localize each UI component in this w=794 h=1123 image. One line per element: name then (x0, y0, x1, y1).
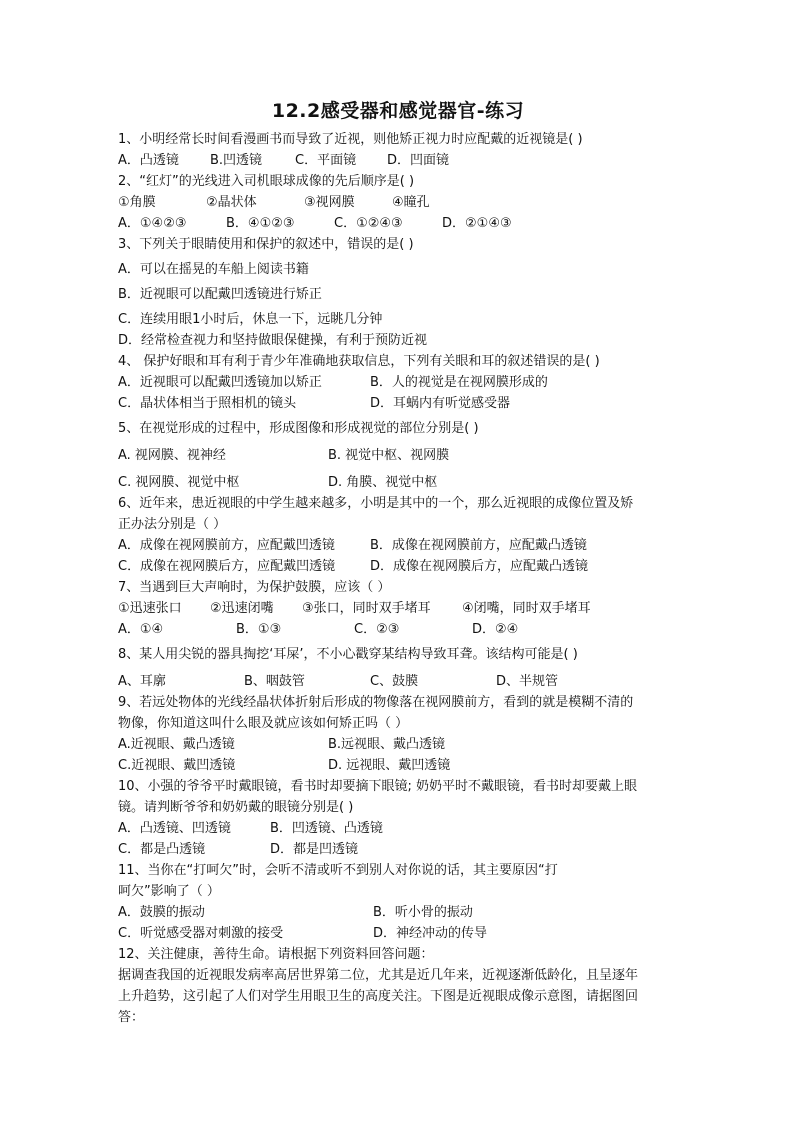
question-5-options-row-2 (118, 472, 678, 493)
option-a: A. 视网膜、视神经 (118, 448, 226, 463)
option-a: A．①④ (118, 622, 164, 637)
question-9-options-row-2 (118, 755, 678, 776)
item-3: ③视网膜 (304, 195, 355, 210)
question-11-options-row-2 (118, 923, 678, 944)
question-10-stem-line-1: 10、小强的爷爷平时戴眼镜，看书时却要摘下眼镜; 奶奶平时不戴眼镜，看书时却要戴上眼 (118, 779, 638, 794)
question-7-stem: 7、当遇到巨大声响时，为保护鼓膜，应该（ ） (118, 580, 391, 595)
question-2-items (118, 192, 678, 213)
option-c: C．①②④③ (334, 216, 403, 231)
question-6-stem-line-2: 正办法分别是（ ） (118, 517, 227, 532)
option-a: A、耳廓 (118, 674, 166, 689)
option-b: B．人的视觉是在视网膜形成的 (370, 375, 548, 390)
question-5-options-row-1 (118, 445, 678, 466)
page-title: 12.2感受器和感觉器官-练习 (271, 100, 525, 122)
worksheet-page (118, 96, 678, 1028)
question-7-items (118, 598, 678, 619)
option-b: B．近视眼可以配戴凹透镜进行矫正 (118, 287, 322, 302)
question-10-options-row-2 (118, 839, 678, 860)
option-a: A．鼓膜的振动 (118, 905, 205, 920)
item-4: ④闭嘴，同时双手堵耳 (462, 601, 591, 616)
option-c: C．听觉感受器对刺激的接受 (118, 926, 284, 941)
option-a: A．可以在摇晃的车船上阅读书籍 (118, 262, 309, 277)
item-3: ③张口，同时双手堵耳 (302, 601, 431, 616)
question-2-options (118, 213, 678, 234)
option-b: B．成像在视网膜前方，应配戴凸透镜 (370, 538, 587, 553)
question-4-options-row-2 (118, 393, 678, 414)
option-a: A．①④②③ (118, 216, 187, 231)
option-a: A．凸透镜、凹透镜 (118, 821, 231, 836)
item-1: ①角膜 (118, 195, 156, 210)
option-d: D. 角膜、视觉中枢 (328, 475, 438, 490)
item-2: ②晶状体 (206, 195, 257, 210)
question-8-options (118, 671, 678, 692)
question-12-stem: 12、关注健康，善待生命。请根据下列资料回答问题： (118, 947, 434, 962)
option-d: D、半规管 (496, 674, 559, 689)
option-b: B．凹透镜、凸透镜 (270, 821, 383, 836)
option-b: B.凹透镜 (210, 153, 263, 168)
question-10-stem-line-2: 镜。请判断爷爷和奶奶戴的眼镜分别是( ) (118, 800, 354, 815)
option-b: B．听小骨的振动 (373, 905, 473, 920)
option-a: A．凸透镜 (118, 153, 179, 168)
option-d: D．都是凹透镜 (270, 842, 359, 857)
option-d: D．②①④③ (442, 216, 512, 231)
option-d: D. 远视眼、戴凹透镜 (328, 758, 451, 773)
option-a: A.近视眼、戴凸透镜 (118, 737, 235, 752)
question-6-options-row-1 (118, 535, 678, 556)
option-d: D．凹面镜 (387, 153, 450, 168)
question-1-stem: 1、小明经常长时间看漫画书而导致了近视，则他矫正视力时应配戴的近视镜是( ) (118, 132, 583, 147)
question-1-options (118, 150, 678, 171)
question-8-stem: 8、某人用尖锐的器具掏挖‘耳屎’，不小心戳穿某结构导致耳聋。该结构可能是( ) (118, 647, 578, 662)
option-c: C．②③ (354, 622, 400, 637)
option-c: C. 视网膜、视觉中枢 (118, 475, 240, 490)
question-6-options-row-2 (118, 556, 678, 577)
item-4: ④瞳孔 (392, 195, 430, 210)
question-11-options-row-1 (118, 902, 678, 923)
option-d: D．②④ (472, 622, 519, 637)
item-1: ①迅速张口 (118, 601, 182, 616)
option-d: D．耳蜗内有听觉感受器 (370, 396, 511, 411)
option-b: B．①③ (236, 622, 282, 637)
option-c: C．都是凸透镜 (118, 842, 206, 857)
question-2-stem: 2、“红灯”的光线进入司机眼球成像的先后顺序是( ) (118, 174, 415, 189)
question-11-stem-line-1: 11、当你在“打呵欠”时，会听不清或听不到别人对你说的话，其主要原因“打 (118, 863, 558, 878)
question-12-paragraph-line-2: 上升趋势，这引起了人们对学生用眼卫生的高度关注。下图是近视眼成像示意图，请据图回 (118, 989, 639, 1004)
option-b: B、咽鼓管 (244, 674, 305, 689)
option-c: C．连续用眼1小时后，休息一下，远眺几分钟 (118, 312, 383, 327)
option-a: A．成像在视网膜前方，应配戴凹透镜 (118, 538, 335, 553)
option-a: A．近视眼可以配戴凹透镜加以矫正 (118, 375, 322, 390)
question-11-stem-line-2: 呵欠”影响了（ ） (118, 884, 220, 899)
option-b: B.远视眼、戴凸透镜 (328, 737, 446, 752)
question-9-stem-line-1: 9、若远处物体的光线经晶状体折射后形成的物像落在视网膜前方，看到的就是模糊不清的 (118, 695, 634, 710)
option-d: D．神经冲动的传导 (373, 926, 488, 941)
question-9-stem-line-2: 物像，你知道这叫什么眼及就应该如何矫正吗（ ） (118, 716, 409, 731)
question-9-options-row-1 (118, 734, 678, 755)
question-5-stem: 5、在视觉形成的过程中，形成图像和形成视觉的部位分别是( ) (118, 421, 479, 436)
question-6-stem-line-1: 6、近年来，患近视眼的中学生越来越多，小明是其中的一个，那么近视眼的成像位置及矫 (118, 496, 634, 511)
question-4-stem: 4、 保护好眼和耳有利于青少年准确地获取信息，下列有关眼和耳的叙述错误的是( ) (118, 354, 600, 369)
option-d: D．成像在视网膜后方，应配戴凸透镜 (370, 559, 589, 574)
question-3-stem: 3、下列关于眼睛使用和保护的叙述中，错误的是( ) (118, 237, 414, 252)
option-b: B. 视觉中枢、视网膜 (328, 448, 450, 463)
item-2: ②迅速闭嘴 (210, 601, 274, 616)
option-c: C．平面镜 (295, 153, 357, 168)
option-d: D．经常检查视力和坚持做眼保健操，有利于预防近视 (118, 333, 428, 348)
option-c: C．成像在视网膜后方，应配戴凹透镜 (118, 559, 336, 574)
question-7-options (118, 619, 678, 640)
question-12-paragraph-line-1: 据调查我国的近视眼发病率高居世界第二位，尤其是近几年来，近视逐渐低龄化，且呈逐年 (118, 968, 639, 983)
option-b: B．④①②③ (226, 216, 295, 231)
option-c: C、鼓膜 (370, 674, 419, 689)
option-c: C.近视眼、戴凹透镜 (118, 758, 236, 773)
option-c: C．晶状体相当于照相机的镜头 (118, 396, 297, 411)
question-12-paragraph-line-3: 答： (118, 1010, 145, 1025)
question-10-options-row-1 (118, 818, 678, 839)
question-4-options-row-1 (118, 372, 678, 393)
